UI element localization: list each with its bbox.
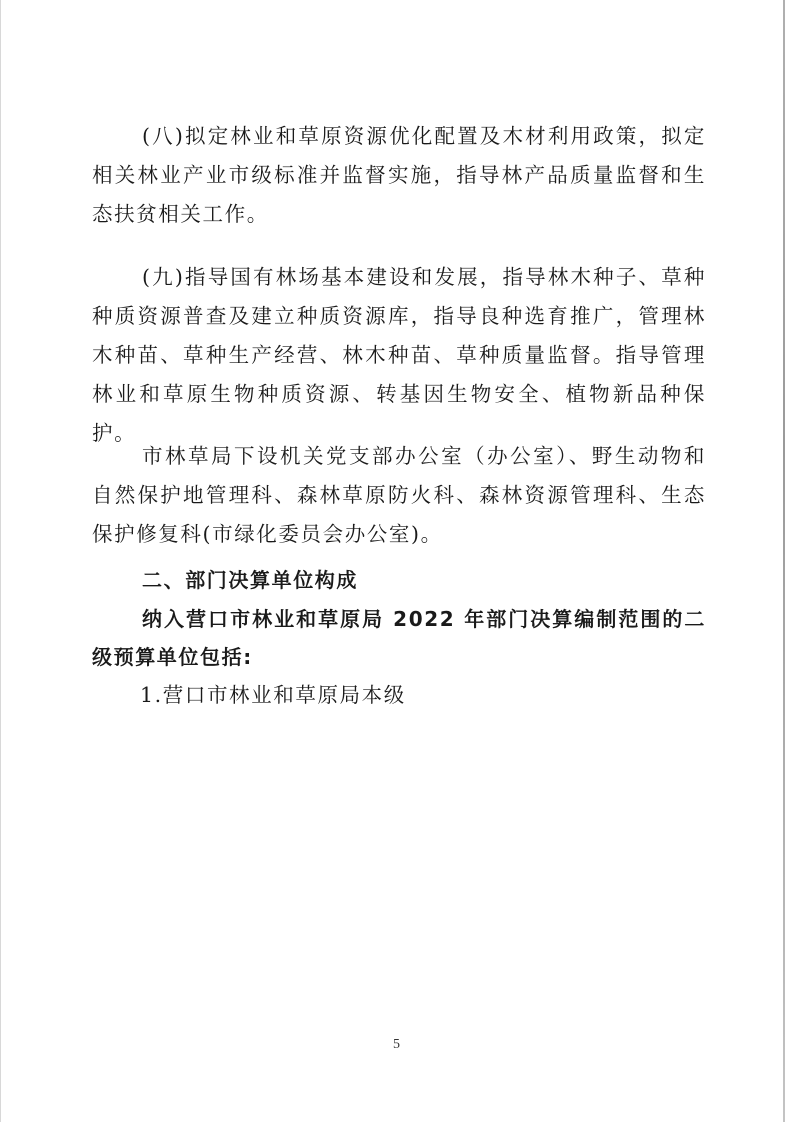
paragraph-duty-9: (九)指导国有林场基本建设和发展，指导林木种子、草种种质资源普查及建立种质资源库，指导良种选育推广，管理林木种苗、草种生产经营、林木种苗、草种质量监督。指导管理林业和草原生物种质资源、转基因生物安全、植物新品种保护。 (92, 265, 706, 445)
paragraph-budget-scope: 纳入营口市林业和草原局 2022 年部门决算编制范围的二级预算单位包括: (92, 607, 706, 669)
list-item: 1.营口市林业和草原局本级 (140, 683, 406, 707)
paragraph-internal-departments: 市林草局下设机关党支部办公室（办公室）、野生动物和自然保护地管理科、森林草原防火科、森林资源管理科、生态保护修复科(市绿化委员会办公室)。 (92, 444, 706, 546)
scan-border-right (783, 0, 785, 1122)
paragraph-duty-8: (八)拟定林业和草原资源优化配置及木材利用政策，拟定相关林业产业市级标准并监督实施，指导林产品质量监督和生态扶贫相关工作。 (92, 124, 706, 226)
page-number: 5 (393, 1037, 400, 1052)
scan-border-left (0, 0, 1, 1122)
section-heading: 二、部门决算单位构成 (142, 568, 358, 592)
